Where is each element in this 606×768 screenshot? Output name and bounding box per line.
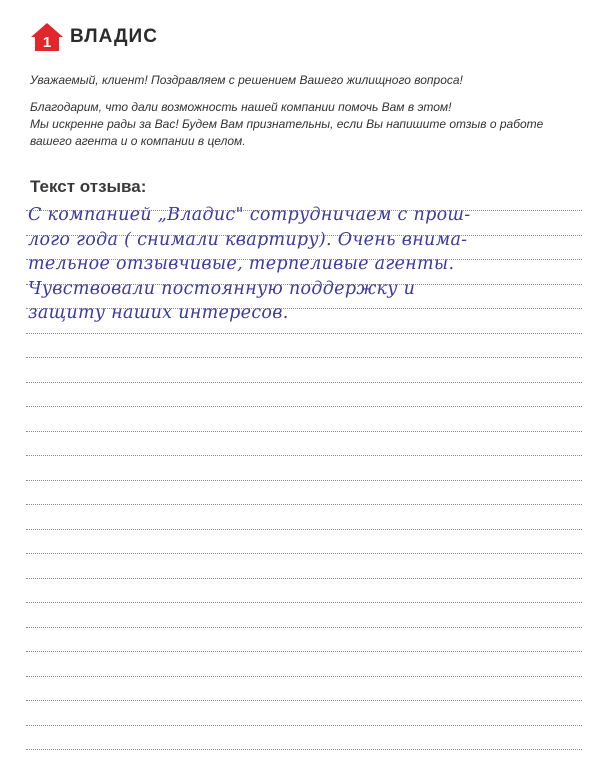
writing-rule	[26, 700, 582, 701]
review-title: Текст отзыва:	[30, 177, 147, 196]
writing-rule	[26, 504, 582, 505]
writing-rule	[26, 406, 582, 407]
brand-logo	[30, 22, 158, 52]
writing-rule	[26, 602, 582, 603]
writing-rule	[26, 480, 582, 481]
writing-rule	[26, 455, 582, 456]
request-line-3: вашего агента и о компании в целом.	[30, 134, 246, 148]
request-line-1: Благодарим, что дали возможность нашей компании помочь Вам в этом!	[30, 100, 452, 114]
logo-digit: 1	[42, 34, 52, 51]
greeting-line: Уважаемый, клиент! Поздравляем с решением Вашего жилищного вопроса!	[30, 73, 463, 87]
writing-rule	[26, 529, 582, 530]
writing-rule	[26, 578, 582, 579]
writing-rule	[26, 553, 582, 554]
writing-rule	[26, 431, 582, 432]
brand-name: ВЛАДИС	[70, 26, 158, 47]
handwritten-line: тельное отзывчивые, терпеливые агенты.	[28, 254, 455, 274]
writing-rule	[26, 627, 582, 628]
writing-rule	[26, 357, 582, 358]
house-logo-icon	[30, 22, 64, 52]
request-text	[30, 99, 580, 150]
handwritten-line: лого года ( снимали квартиру). Очень внима-	[28, 229, 468, 250]
request-line-2: Мы искренне рады за Вас! Будем Вам признательны, если Вы напишите отзыв о работе	[30, 117, 544, 131]
writing-rule	[26, 333, 582, 334]
writing-rule	[26, 749, 582, 750]
writing-rule	[26, 676, 582, 677]
handwritten-review	[28, 203, 588, 326]
writing-rule	[26, 382, 582, 383]
handwritten-line: защиту наших интересов.	[28, 303, 289, 323]
writing-rule	[26, 651, 582, 652]
greeting-text	[30, 72, 580, 89]
writing-rule	[26, 725, 582, 726]
handwritten-line: С компанией „Владис" сотрудничаем с прош-	[28, 205, 471, 225]
handwritten-line: Чувствовали постоянную поддержку и	[28, 278, 416, 299]
